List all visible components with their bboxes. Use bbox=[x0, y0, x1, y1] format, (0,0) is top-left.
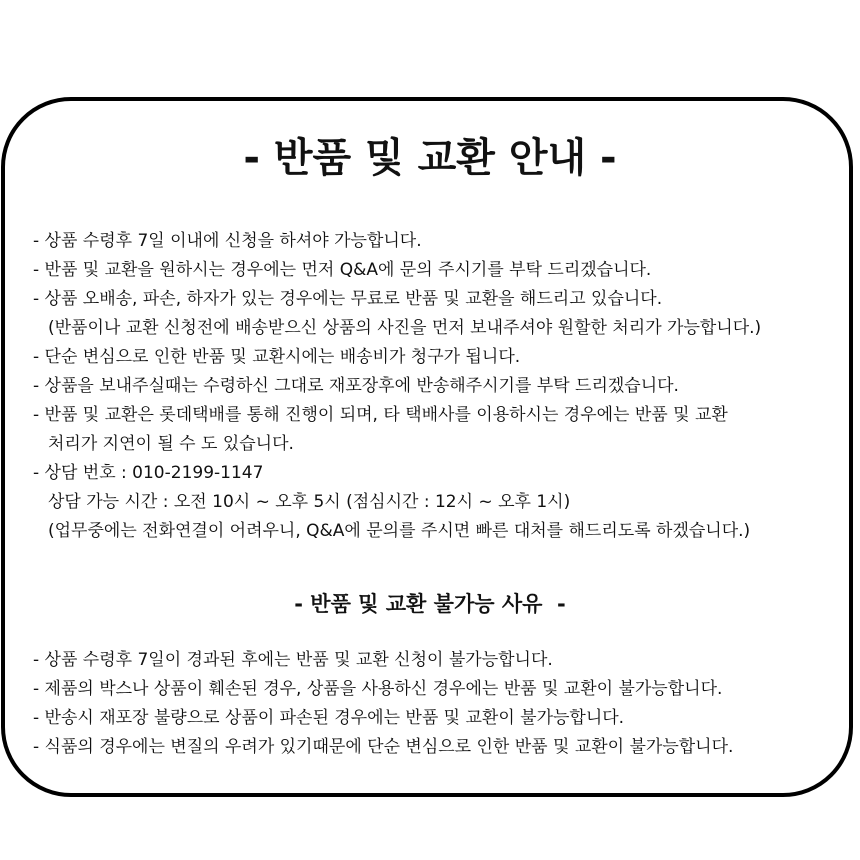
reason-line: - 반송시 재포장 불량으로 상품이 파손된 경우에는 반품 및 교환이 불가능합니다. bbox=[33, 708, 625, 728]
info-line-note: (반품이나 교환 신청전에 배송받으신 상품의 사진을 먼저 보내주셔야 원할한 처리가 가능합니다.) bbox=[48, 318, 762, 338]
info-line-continued: 처리가 지연이 될 수 도 있습니다. bbox=[48, 434, 294, 454]
info-line: - 상품을 보내주실때는 수령하신 그대로 재포장후에 반송해주시기를 부탁 드리겠습니다. bbox=[33, 376, 679, 396]
info-line: - 단순 변심으로 인한 반품 및 교환시에는 배송비가 청구가 됩니다. bbox=[33, 347, 521, 367]
reason-line: - 식품의 경우에는 변질의 우려가 있기때문에 단순 변심으로 인한 반품 및 교환이 불가능합니다. bbox=[33, 737, 734, 757]
page-title: - 반품 및 교환 안내 - bbox=[243, 135, 617, 181]
contact-hours: 상담 가능 시간 : 오전 10시 ~ 오후 5시 (점심시간 : 12시 ~ 오후 1시) bbox=[48, 492, 571, 512]
contact-note: (업무중에는 전화연결이 어려우니, Q&A에 문의를 주시면 빠른 대처를 해드리도록 하겠습니다.) bbox=[48, 521, 751, 541]
info-line: - 상품 오배송, 파손, 하자가 있는 경우에는 무료로 반품 및 교환을 해드리고 있습니다. bbox=[33, 289, 663, 309]
reason-line: - 제품의 박스나 상품이 훼손된 경우, 상품을 사용하신 경우에는 반품 및 교환이 불가능합니다. bbox=[33, 679, 723, 699]
info-line: - 반품 및 교환은 롯데택배를 통해 진행이 되며, 타 택배사를 이용하시는 경우에는 반품 및 교환 bbox=[33, 405, 728, 425]
contact-number: - 상담 번호 : 010-2199-1147 bbox=[33, 463, 264, 483]
info-line: - 반품 및 교환을 원하시는 경우에는 먼저 Q&A에 문의 주시기를 부탁 드리겠습니다. bbox=[33, 260, 652, 280]
info-line: - 상품 수령후 7일 이내에 신청을 하셔야 가능합니다. bbox=[33, 231, 422, 251]
reason-line: - 상품 수령후 7일이 경과된 후에는 반품 및 교환 신청이 불가능합니다. bbox=[33, 650, 553, 670]
section-title: - 반품 및 교환 불가능 사유 - bbox=[294, 592, 566, 616]
